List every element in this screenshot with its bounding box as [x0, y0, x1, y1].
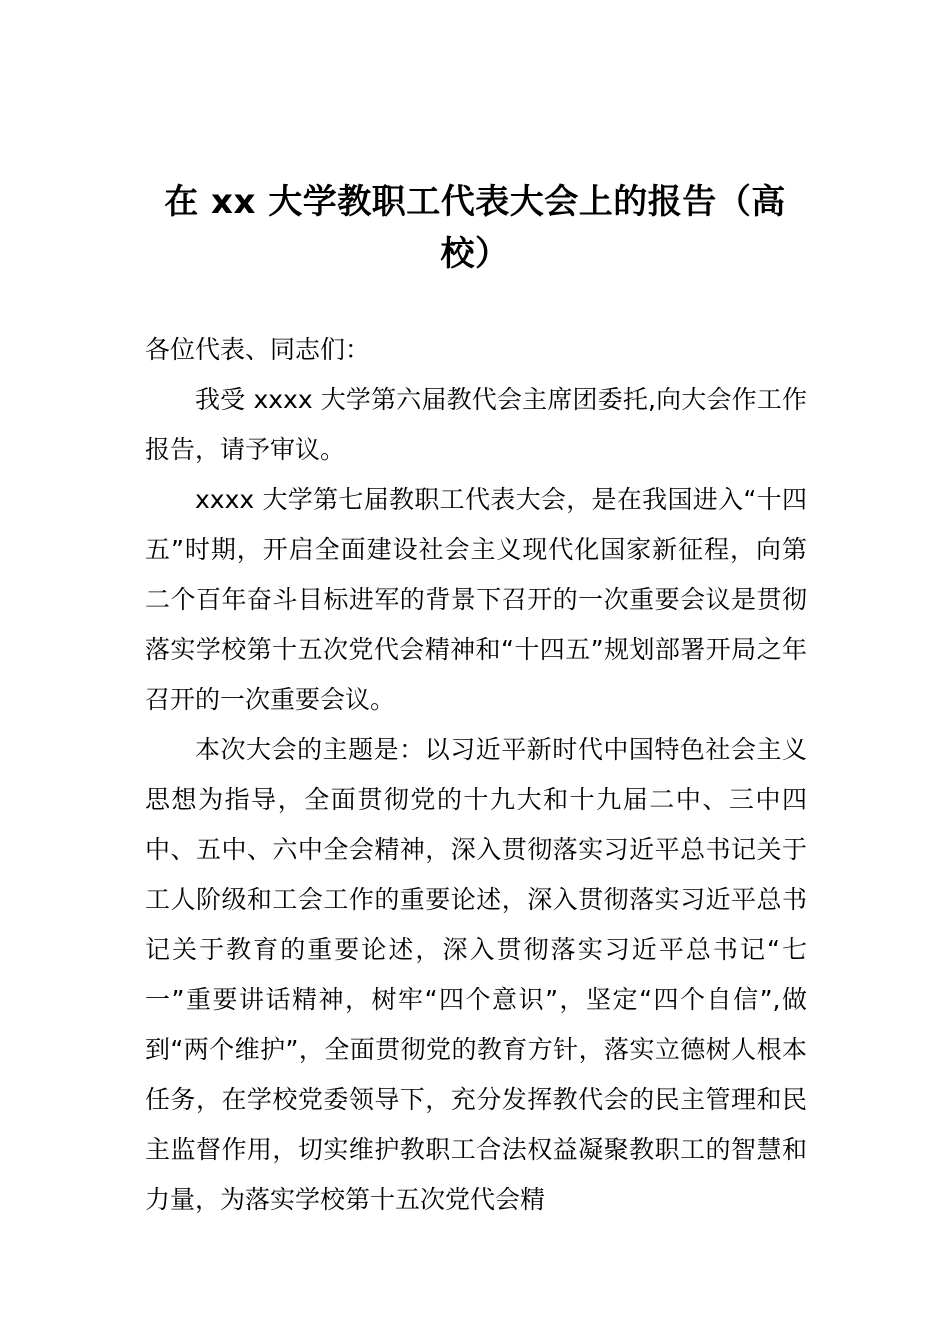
paragraph: xxxx 大学第七届教职工代表大会，是在我国进入“十四五”时期，开启全面建设社会主义现代化国家新征程，向第二个百年奋斗目标进军的背景下召开的一次重要会议是贯彻落实学校第十五次党代会精神和“十四五”规划部署开局之年召开的一次重要会议。 [145, 485, 807, 714]
paragraph: 本次大会的主题是：以习近平新时代中国特色社会主义思想为指导，全面贯彻党的十九大和十九届二中、三中四中、五中、六中全会精神，深入贯彻落实习近平总书记关于工人阶级和工会工作的重要论述，深入贯彻落实习近平总书记关于教育的重要论述，深入贯彻落实习近平总书记“七一”重要讲话精神，树牢“四个意识”，坚定“四个自信”,做到“两个维护”，全面贯彻党的教育方针，落实立德树人根本任务，在学校党委领导下，充分发挥教代会的民主管理和民主监督作用，切实维护教职工合法权益凝聚教职工的智慧和力量，为落实学校第十五次党代会精 [145, 735, 807, 1214]
paragraph: 我受 xxxx 大学第六届教代会主席团委托,向大会作工作报告，请予审议。 [145, 385, 807, 464]
salutation: 各位代表、同志们： [145, 335, 371, 364]
document-body [145, 325, 807, 1225]
document-title: 在 xx 大学教职工代表大会上的报告（高校） [164, 182, 786, 274]
